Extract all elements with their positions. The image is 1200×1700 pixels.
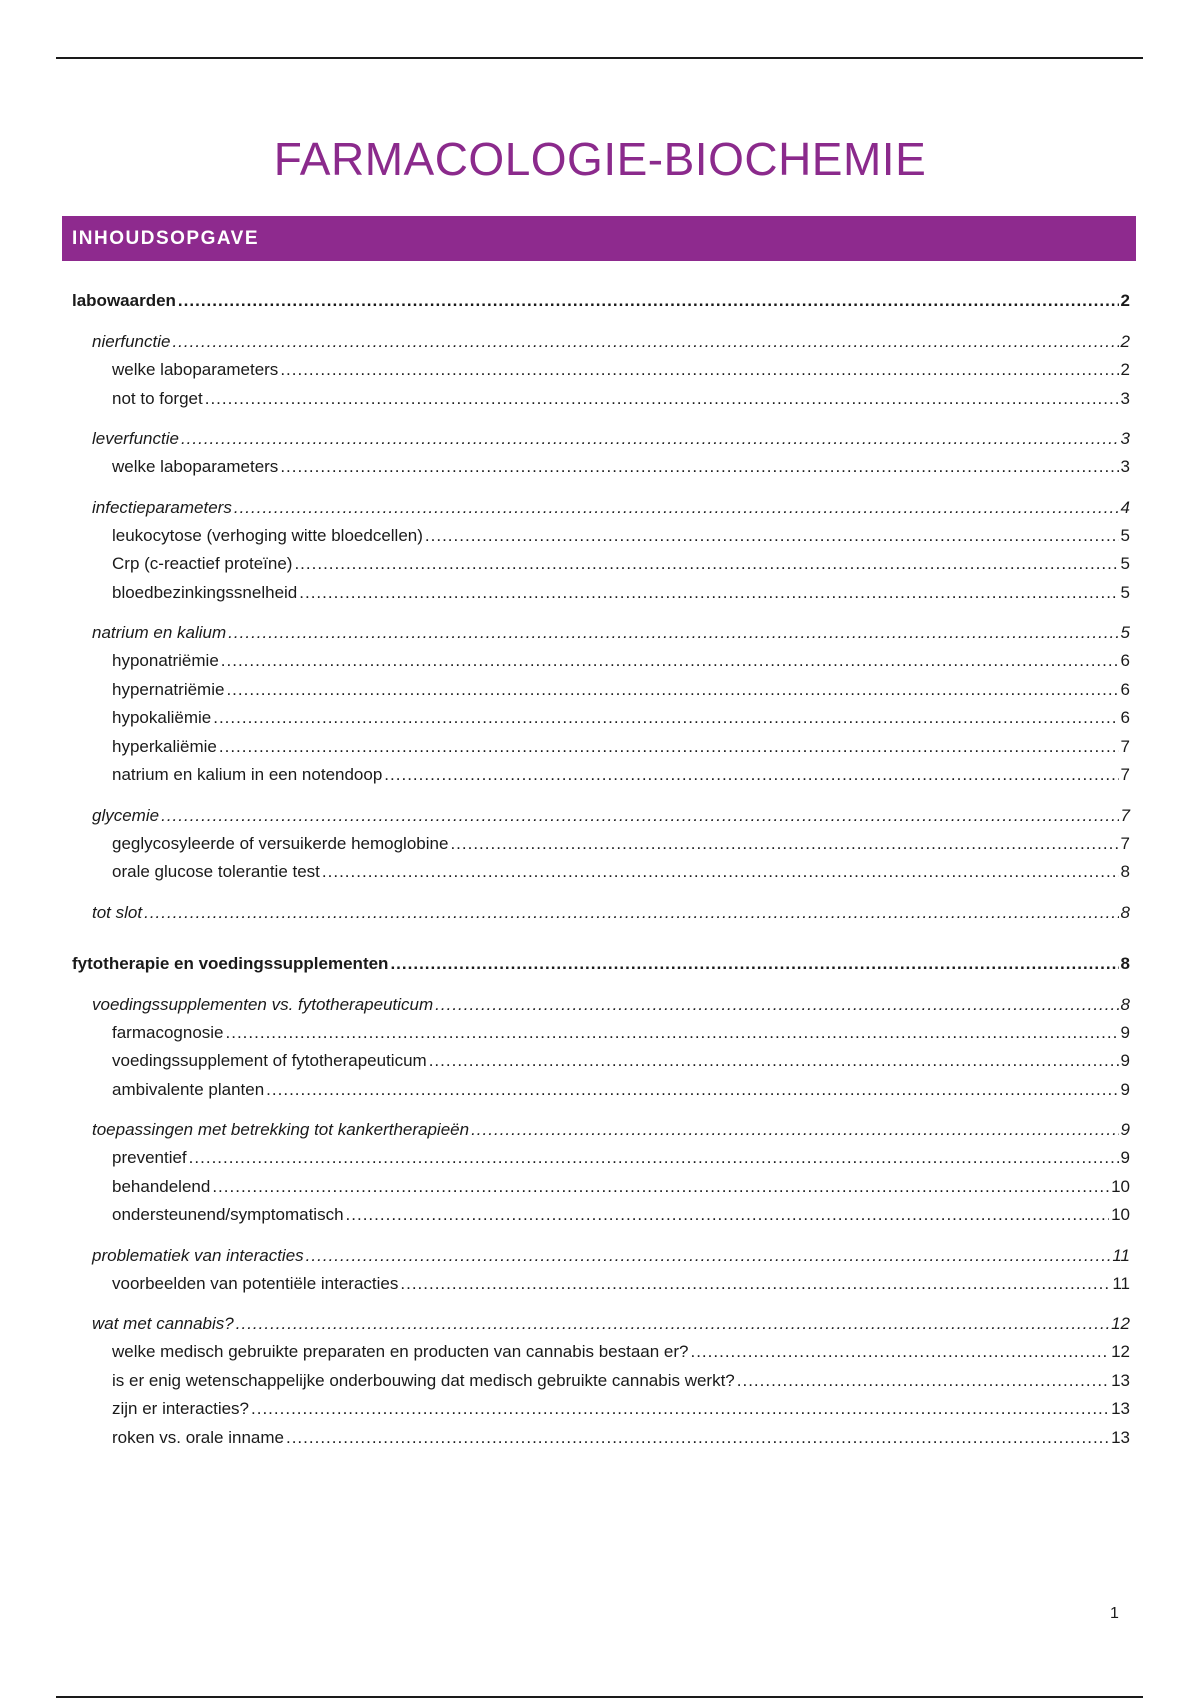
toc-leader-dots [390, 949, 1118, 979]
toc-leader-dots [346, 1201, 1110, 1230]
toc-leader-dots [172, 328, 1118, 356]
toc-leader-dots [286, 1424, 1109, 1453]
toc-entry-level-2[interactable] [72, 802, 1130, 830]
toc-leader-dots [266, 1076, 1118, 1105]
toc-entry-page: 6 [1120, 708, 1130, 727]
toc-entry-level-3[interactable] [72, 453, 1130, 482]
toc-entry-page: 9 [1120, 1079, 1130, 1099]
toc-entry-label: problematiek van interacties [92, 1245, 304, 1265]
toc-entry-label: geglycosyleerde of versuikerde hemoglobine [112, 833, 449, 853]
toc-entry-label: preventief [112, 1148, 187, 1167]
toc-entry-label: welke laboparameters [112, 360, 279, 379]
toc-entry-page: 10 [1111, 1205, 1130, 1224]
toc-entry-page: 5 [1120, 582, 1130, 602]
toc-entry-label: hypokaliëmie [112, 708, 212, 727]
toc-entry-label: natrium en kalium in een notendoop [112, 765, 383, 784]
toc-entry-page: 2 [1120, 360, 1130, 379]
toc-leader-dots [429, 1047, 1119, 1076]
toc-entry-label: welke laboparameters [112, 457, 279, 476]
toc-entry-level-3[interactable] [72, 1201, 1130, 1230]
toc-leader-dots [144, 899, 1118, 927]
toc-entry-level-3[interactable] [72, 1019, 1130, 1048]
toc-entry-label: ambivalente planten [112, 1079, 265, 1099]
toc-entry-page: 6 [1120, 651, 1130, 670]
toc-entry-page: 11 [1112, 1273, 1130, 1293]
toc-entry-page: 12 [1111, 1314, 1130, 1333]
toc-leader-dots [178, 286, 1119, 316]
toc-entry-page: 13 [1111, 1427, 1130, 1447]
toc-entry-page: 8 [1120, 862, 1130, 881]
toc-entry-page: 6 [1120, 679, 1130, 699]
toc-entry-label: ondersteunend/symptomatisch [112, 1205, 344, 1224]
toc-entry-level-2[interactable] [72, 1242, 1130, 1270]
toc-entry-level-3[interactable] [72, 830, 1130, 859]
toc-entry-level-3[interactable] [72, 1395, 1130, 1424]
document-title: FARMACOLOGIE-BIOCHEMIE [273, 133, 927, 185]
toc-entry-level-2[interactable] [72, 619, 1130, 647]
toc-entry-label: wat met cannabis? [92, 1314, 234, 1333]
toc-entry-label: labowaarden [72, 291, 176, 310]
toc-entry-level-3[interactable] [72, 385, 1130, 414]
table-of-contents [72, 286, 1130, 1452]
toc-entry-label: tot slot [92, 902, 143, 922]
toc-entry-level-3[interactable] [72, 579, 1130, 608]
toc-entry-page: 13 [1111, 1370, 1130, 1390]
toc-entry-level-1[interactable] [72, 949, 1130, 979]
toc-leader-dots [226, 676, 1118, 705]
toc-entry-page: 4 [1120, 497, 1130, 517]
toc-leader-dots [212, 1173, 1109, 1202]
toc-entry-page: 7 [1120, 765, 1130, 784]
toc-leader-dots [228, 619, 1118, 647]
toc-entry-level-3[interactable] [72, 858, 1130, 887]
toc-entry-page: 5 [1120, 554, 1130, 573]
toc-entry-level-2[interactable] [72, 899, 1130, 927]
toc-entry-level-3[interactable] [72, 676, 1130, 705]
toc-leader-dots [425, 522, 1119, 551]
toc-entry-label: nierfunctie [92, 332, 171, 351]
toc-entry-page: 9 [1120, 1120, 1130, 1139]
toc-entry-level-2[interactable] [72, 1310, 1130, 1338]
toc-entry-label: hyponatriëmie [112, 651, 219, 670]
toc-leader-dots [181, 425, 1119, 453]
toc-entry-label: zijn er interacties? [112, 1399, 250, 1418]
toc-entry-label: farmacognosie [112, 1022, 224, 1042]
toc-entry-label: natrium en kalium [92, 623, 227, 642]
toc-leader-dots [219, 733, 1119, 762]
toc-entry-page: 9 [1120, 1148, 1130, 1167]
toc-entry-label: behandelend [112, 1176, 211, 1196]
toc-entry-level-3[interactable] [72, 522, 1130, 551]
toc-entry-label: leverfunctie [92, 429, 179, 448]
toc-entry-level-3[interactable] [72, 550, 1130, 579]
toc-leader-dots [251, 1395, 1109, 1424]
toc-entry-level-3[interactable] [72, 356, 1130, 385]
toc-entry-level-3[interactable] [72, 1047, 1130, 1076]
toc-entry-page: 3 [1120, 457, 1130, 476]
toc-entry-page: 7 [1120, 736, 1130, 756]
toc-leader-dots [280, 453, 1118, 482]
toc-entry-label: glycemie [92, 805, 160, 825]
toc-entry-label: hyperkaliëmie [112, 736, 217, 756]
toc-leader-dots [294, 550, 1118, 579]
toc-entry-level-3[interactable] [72, 1173, 1130, 1202]
toc-entry-level-3[interactable] [72, 647, 1130, 676]
toc-entry-page: 2 [1120, 291, 1130, 310]
toc-leader-dots [384, 761, 1118, 790]
toc-leader-dots [280, 356, 1118, 385]
toc-leader-dots [221, 647, 1119, 676]
toc-leader-dots [400, 1270, 1110, 1299]
toc-entry-label: leukocytose (verhoging witte bloedcellen) [112, 525, 423, 545]
toc-entry-level-3[interactable] [72, 1076, 1130, 1105]
toc-entry-page: 10 [1111, 1176, 1130, 1196]
toc-leader-dots [205, 385, 1119, 414]
toc-leader-dots [234, 494, 1119, 522]
toc-heading: INHOUDSOPGAVE [62, 216, 1136, 261]
toc-entry-page: 9 [1120, 1051, 1130, 1070]
toc-entry-page: 8 [1120, 953, 1130, 973]
page-number: 1 [1110, 1605, 1119, 1622]
toc-leader-dots [737, 1367, 1109, 1396]
toc-entry-level-2[interactable] [72, 328, 1130, 356]
toc-entry-label: hypernatriëmie [112, 679, 225, 699]
toc-entry-label: voedingssupplement of fytotherapeuticum [112, 1051, 427, 1070]
toc-entry-label: voorbeelden van potentiële interacties [112, 1273, 399, 1293]
toc-leader-dots [213, 704, 1118, 733]
toc-entry-level-2[interactable] [72, 494, 1130, 522]
toc-entry-page: 13 [1111, 1399, 1130, 1418]
toc-entry-page: 7 [1120, 805, 1130, 825]
toc-leader-dots [161, 802, 1118, 830]
toc-leader-dots [189, 1144, 1119, 1173]
toc-leader-dots [435, 991, 1118, 1019]
toc-leader-dots [236, 1310, 1109, 1338]
footer-rule [56, 1696, 1143, 1698]
toc-entry-level-2[interactable] [72, 1116, 1130, 1144]
toc-entry-level-2[interactable] [72, 991, 1130, 1019]
toc-entry-label: orale glucose tolerantie test [112, 862, 320, 881]
toc-entry-page: 3 [1120, 429, 1130, 448]
toc-entry-page: 2 [1120, 332, 1130, 351]
toc-entry-level-3[interactable] [72, 1270, 1130, 1299]
toc-leader-dots [306, 1242, 1111, 1270]
toc-entry-level-3[interactable] [72, 761, 1130, 790]
toc-entry-label: not to forget [112, 388, 203, 408]
toc-entry-label: voedingssupplementen vs. fytotherapeuticum [92, 994, 434, 1014]
toc-entry-label: Crp (c-reactief proteïne) [112, 554, 293, 573]
toc-entry-level-1[interactable] [72, 286, 1130, 316]
toc-entry-level-3[interactable] [72, 733, 1130, 762]
toc-leader-dots [690, 1338, 1109, 1367]
toc-leader-dots [322, 858, 1119, 887]
header-rule [56, 57, 1143, 59]
toc-entry-level-3[interactable] [72, 704, 1130, 733]
toc-leader-dots [226, 1019, 1119, 1048]
toc-entry-label: bloedbezinkingssnelheid [112, 582, 298, 602]
toc-entry-level-3[interactable] [72, 1367, 1130, 1396]
toc-leader-dots [299, 579, 1118, 608]
toc-entry-level-2[interactable] [72, 425, 1130, 453]
toc-entry-label: welke medisch gebruikte preparaten en producten van cannabis bestaan er? [112, 1342, 689, 1361]
toc-entry-label: infectieparameters [92, 497, 232, 517]
toc-entry-page: 5 [1120, 623, 1130, 642]
toc-entry-page: 3 [1120, 388, 1130, 408]
toc-entry-page: 5 [1120, 525, 1130, 545]
toc-entry-page: 7 [1120, 833, 1130, 853]
toc-leader-dots [471, 1116, 1118, 1144]
toc-entry-page: 12 [1111, 1342, 1130, 1361]
toc-entry-page: 8 [1120, 902, 1130, 922]
toc-entry-page: 9 [1120, 1022, 1130, 1042]
toc-entry-page: 8 [1120, 994, 1130, 1014]
toc-entry-level-3[interactable] [72, 1144, 1130, 1173]
toc-entry-level-3[interactable] [72, 1424, 1130, 1453]
toc-entry-label: roken vs. orale inname [112, 1427, 284, 1447]
toc-entry-label: fytotherapie en voedingssupplementen [72, 953, 389, 973]
toc-leader-dots [450, 830, 1118, 859]
toc-entry-label: is er enig wetenschappelijke onderbouwing dat medisch gebruikte cannabis werkt? [112, 1370, 735, 1390]
toc-entry-page: 11 [1112, 1245, 1130, 1265]
toc-entry-level-3[interactable] [72, 1338, 1130, 1367]
toc-entry-label: toepassingen met betrekking tot kankertherapieën [92, 1120, 470, 1139]
